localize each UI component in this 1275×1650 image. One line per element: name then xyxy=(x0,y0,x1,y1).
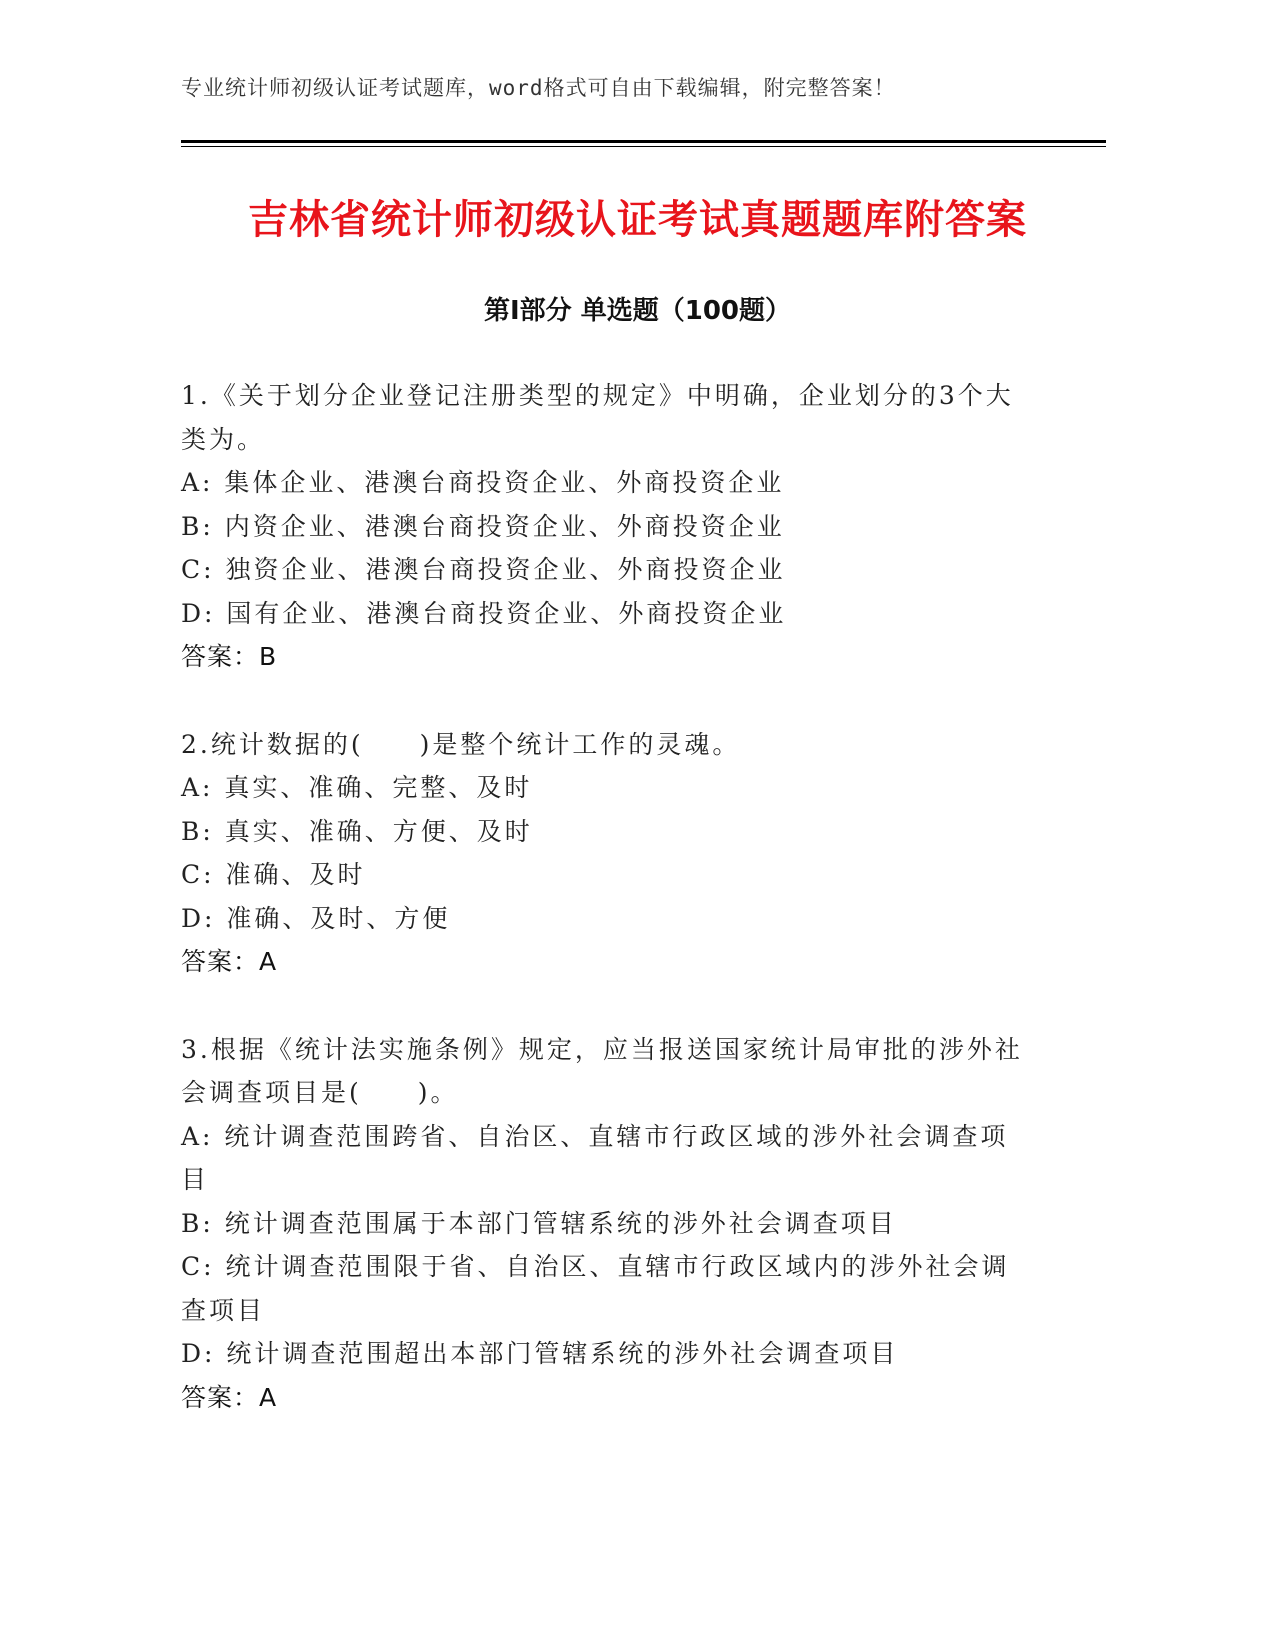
option-b: B: 统计调查范围属于本部门管辖系统的涉外社会调查项目 xyxy=(181,1208,897,1238)
option-d: D: 准确、及时、方便 xyxy=(181,903,451,933)
option-d: D: 统计调查范围超出本部门管辖系统的涉外社会调查项目 xyxy=(181,1339,899,1368)
option-a: A: 集体企业、港澳台商投资企业、外商投资企业 xyxy=(181,468,785,497)
option-b: B: 内资企业、港澳台商投资企业、外商投资企业 xyxy=(181,511,785,541)
answer: 答案：B xyxy=(181,642,278,671)
question-text: 1.《关于划分企业登记注册类型的规定》中明确，企业划分的3个大类为。 xyxy=(181,381,1014,454)
question-2 xyxy=(181,723,1031,984)
option-a: A: 统计调查范围跨省、自治区、直辖市行政区域的涉外社会调查项目 xyxy=(181,1121,1009,1194)
document-title: 吉林省统计师初级认证考试真题题库附答案 xyxy=(248,197,1027,243)
option-c: C: 独资企业、港澳台商投资企业、外商投资企业 xyxy=(181,555,786,584)
option-c: C: 统计调查范围限于省、自治区、直辖市行政区域内的涉外社会调查项目 xyxy=(181,1252,1010,1325)
header-rule-thick xyxy=(181,140,1106,143)
option-b: B: 真实、准确、方便、及时 xyxy=(181,816,533,846)
answer: 答案：A xyxy=(181,1382,278,1412)
option-a: A: 真实、准确、完整、及时 xyxy=(181,773,533,802)
question-text: 2.统计数据的( )是整个统计工作的灵魂。 xyxy=(181,729,741,759)
header-note: 专业统计师初级认证考试题库，word格式可自由下载编辑，附完整答案！ xyxy=(181,76,896,100)
question-3 xyxy=(181,1028,1031,1420)
section-title: 第Ⅰ部分 单选题（100题） xyxy=(484,296,791,326)
answer: 答案：A xyxy=(181,947,278,976)
question-text: 3.根据《统计法实施条例》规定，应当报送国家统计局审批的涉外社会调查项目是( )。 xyxy=(181,1034,1023,1107)
option-c: C: 准确、及时 xyxy=(181,860,366,889)
option-d: D: 国有企业、港澳台商投资企业、外商投资企业 xyxy=(181,598,787,628)
header-rule-thin xyxy=(181,146,1106,147)
question-1 xyxy=(181,374,1031,679)
question-list xyxy=(181,374,1031,1463)
